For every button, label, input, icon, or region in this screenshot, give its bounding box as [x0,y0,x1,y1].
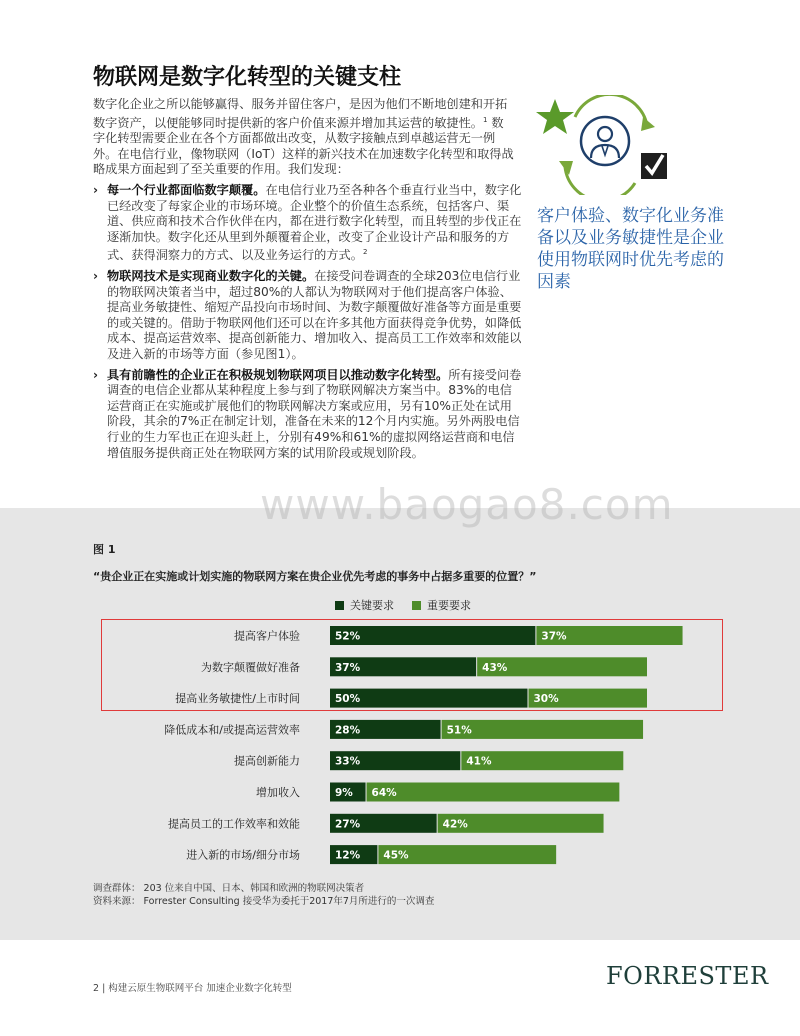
data-label-critical: 33% [335,755,361,768]
forrester-logo: FORRESTER [606,962,769,990]
data-label-important: 43% [482,661,508,674]
finding-heading: 每一个行业都面临数字颠覆。 [107,183,266,197]
category-label: 提高业务敏捷性/上市时间 [175,692,300,706]
legend-label-critical: 关键要求 [350,599,394,612]
data-label-important: 45% [383,849,409,862]
data-label-important: 41% [466,755,492,768]
intro-text-b: 数字化转型需要企业在各个方面都做出改变，从数字接触点到卓越运营无一例外。在电信行业，像物联网（IoT）这样的新兴技术在加速数字化转型和取得战略成果方面起到了至关重要的作用。我们发现： [93,115,514,177]
data-label-critical: 12% [335,849,361,862]
footnote-ref-1: 1 [483,115,488,124]
chevron-right-icon: › [93,183,99,197]
figure-question: “贵企业正在实施或计划实施的物联网方案在贵企业优先考虑的事务中占据多重要的位置？” [93,570,537,583]
category-label: 提高员工的工作效率和效能 [168,817,300,831]
data-source: 资料来源： Forrester Consulting 接受华为委托于2017年7月所进行的一次调查 [93,896,435,907]
bar-important [367,783,620,802]
legend-label-important: 重要要求 [427,599,471,612]
callout-text: 客户体验、数字化业务准备以及业务敏捷性是企业使用物联网时优先考虑的因素 [537,206,724,292]
category-label: 提高客户体验 [234,629,300,643]
figure-label: 图 1 [93,543,116,556]
data-label-critical: 27% [335,818,361,831]
data-label-critical: 50% [335,693,361,706]
data-label-critical: 37% [335,661,361,674]
category-label: 进入新的市场/细分市场 [186,848,300,862]
data-label-critical: 9% [335,787,353,799]
bar-important [442,720,643,739]
finding-heading: 物联网技术是实现商业数字化的关键。 [107,269,315,284]
chevron-right-icon: › [93,269,99,284]
survey-population: 调查群体： 203 位来自中国、日本、韩国和欧洲的物联网决策者 [93,883,365,894]
data-label-important: 51% [446,724,472,737]
intro-text-a: 数字化企业之所以能够赢得、服务并留住客户，是因为他们不断地创建和开拓数字资产，以便能够同时提供新的客户价值来源并增加其运营的敏捷性。 [93,97,508,130]
data-label-important: 42% [442,818,468,831]
data-label-critical: 52% [335,630,361,643]
finding-text: 所有接受问卷调查的电信企业都从某种程度上参与到了物联网解决方案当中。83%的电信运营商正在实施或扩展他们的物联网解决方案或应用，另有10%正处在试用阶段，其余的7%正在制定计划，准备在未来的12个月内实施。另外两股电信行业的生力军也正在迎头赶上，分别有49%和61%的虚拟网络运营商和电信增值服务提供商正处在物联网方案的试用阶段或规划阶段。 [107,367,522,460]
footnote-ref-2: 2 [362,248,368,257]
finding-text: 在电信行业乃至各种各个垂直行业当中，数字化已经改变了每家企业的市场环境。企业整个的价值生态系统，包括客户、渠道、供应商和技术合作伙伴在内，都在进行数字化转型，而且转型的步伐正在逐渐加快。数字化还从里到外颠覆着企业，改变了企业设计产品和服务的方式、获得洞察力的方式、以及业务运行的方式。 [107,183,522,263]
data-label-important: 37% [541,630,567,643]
category-label: 降低成本和/或提高运营效率 [164,723,300,737]
category-label: 为数字颠覆做好准备 [201,660,300,674]
data-label-critical: 28% [335,724,361,737]
page-title: 物联网是数字化转型的关键支柱 [93,65,402,90]
watermark: www.baogao8.com [260,480,674,529]
finding-heading: 具有前瞻性的企业正在积极规划物联网项目以推动数字化转型。 [107,367,449,382]
category-label: 增加收入 [256,786,300,799]
figure-source [93,882,434,908]
data-label-important: 64% [371,787,397,799]
page-footer: 2 | 构建云原生物联网平台 加速企业数字化转型 [93,983,292,994]
chevron-right-icon: › [93,367,99,382]
highlight-box [101,619,723,711]
finding-text: 在接受问卷调查的全球203位电信行业的物联网决策者当中，超过80%的人都认为物联网对于他们提高客户体验、提高业务敏捷性、缩短产品投向市场时间、为数字颠覆做好准备等方面是重要的或关键的。借助于物联网他们还可以在许多其他方面获得竞争优势，如降低成本、提高运营效率、提高创新能力、增加收入、提高员工工作效率和效能以及进入新的市场等方面（参见图1）。 [107,269,522,361]
category-label: 提高创新能力 [234,754,300,768]
data-label-important: 30% [533,693,559,706]
